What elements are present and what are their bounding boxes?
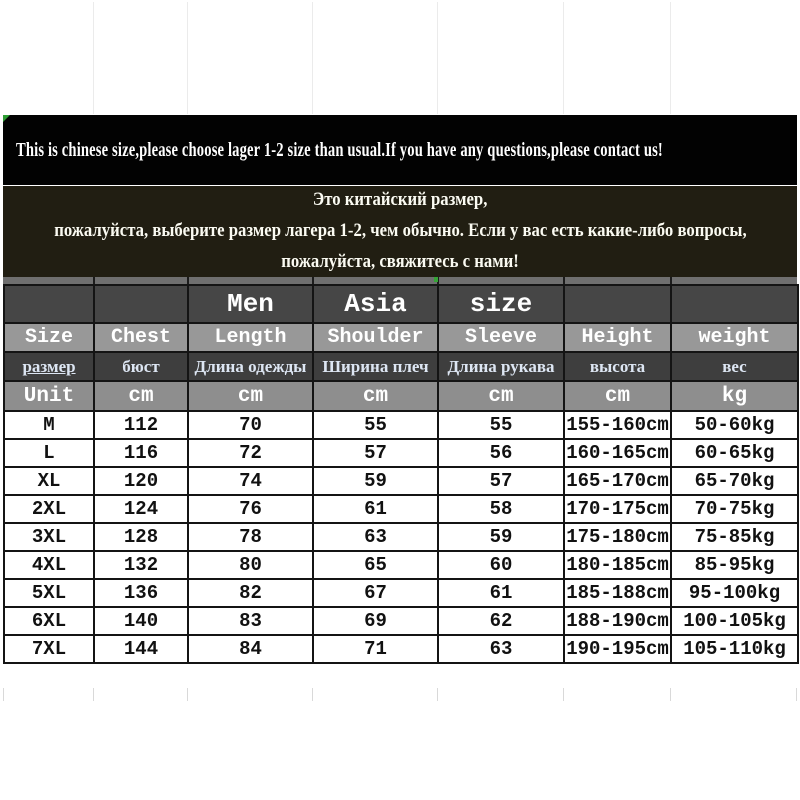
size-row-2xl	[4, 495, 798, 523]
table-cell: 76	[188, 495, 313, 523]
grid-line	[93, 688, 94, 701]
table-cell: 70-75kg	[671, 495, 798, 523]
unit-cell: cm	[94, 381, 188, 411]
table-cell	[564, 285, 671, 323]
table-cell: 105-110kg	[671, 635, 798, 663]
column-header: Sleeve	[438, 323, 564, 352]
table-cell: 72	[188, 439, 313, 467]
table-cell: 50-60kg	[671, 411, 798, 439]
table-cell: size	[438, 285, 564, 323]
table-cell: 132	[94, 551, 188, 579]
table-cell: Men	[188, 285, 313, 323]
column-header: Shoulder	[313, 323, 438, 352]
unit-cell: cm	[564, 381, 671, 411]
table-cell: 59	[438, 523, 564, 551]
russian-notice-banner	[3, 186, 797, 277]
table-cell: 160-165cm	[564, 439, 671, 467]
grid-line	[3, 688, 4, 701]
table-cell: 65	[313, 551, 438, 579]
russian-notice-line: пожалуйста, свяжитесь с нами!	[281, 251, 519, 272]
column-header: Size	[4, 323, 94, 352]
table-cell: 57	[438, 467, 564, 495]
column-header-ru: Длина рукава	[438, 352, 564, 381]
grid-line	[563, 2, 564, 114]
table-cell: 57	[313, 439, 438, 467]
table-cell: 83	[188, 607, 313, 635]
table-cell: 7XL	[4, 635, 94, 663]
english-notice-banner	[3, 115, 797, 185]
column-header-ru: вес	[671, 352, 798, 381]
table-cell: 80	[188, 551, 313, 579]
table-cell: 4XL	[4, 551, 94, 579]
size-row-4xl	[4, 551, 798, 579]
unit-cell: kg	[671, 381, 798, 411]
size-row-6xl	[4, 607, 798, 635]
table-cell: M	[4, 411, 94, 439]
table-cell: 188-190cm	[564, 607, 671, 635]
unit-cell: Unit	[4, 381, 94, 411]
table-cell: 136	[94, 579, 188, 607]
table-cell: 62	[438, 607, 564, 635]
table-cell: 61	[438, 579, 564, 607]
grid-line	[93, 2, 94, 114]
table-cell: 5XL	[4, 579, 94, 607]
grid-line	[563, 277, 565, 284]
table-cell: XL	[4, 467, 94, 495]
grid-line	[437, 688, 438, 701]
table-cell: 165-170cm	[564, 467, 671, 495]
size-row-3xl	[4, 523, 798, 551]
table-cell: 100-105kg	[671, 607, 798, 635]
table-cell: 95-100kg	[671, 579, 798, 607]
column-header: Chest	[94, 323, 188, 352]
table-header-row-russian	[4, 352, 798, 381]
table-cell: 60	[438, 551, 564, 579]
table-cell: 78	[188, 523, 313, 551]
size-table	[3, 284, 799, 664]
russian-notice-line: пожалуйста, выберите размер лагера 1-2, чем обычно. Если у вас есть какие-либо вопросы,	[53, 220, 747, 241]
grid-line	[312, 688, 313, 701]
table-cell: 112	[94, 411, 188, 439]
size-row-5xl	[4, 579, 798, 607]
table-cell: 74	[188, 467, 313, 495]
unit-cell: cm	[438, 381, 564, 411]
table-cell: 144	[94, 635, 188, 663]
grid-line	[187, 2, 188, 114]
column-header: Height	[564, 323, 671, 352]
table-cell: 65-70kg	[671, 467, 798, 495]
grid-line	[796, 688, 797, 701]
table-cell: 170-175cm	[564, 495, 671, 523]
table-cell	[671, 285, 798, 323]
table-cell: 6XL	[4, 607, 94, 635]
table-cell: 63	[313, 523, 438, 551]
table-cell: 124	[94, 495, 188, 523]
grid-line	[312, 2, 313, 114]
table-header-row-english	[4, 323, 798, 352]
table-cell: 69	[313, 607, 438, 635]
table-cell: 70	[188, 411, 313, 439]
table-cell: 2XL	[4, 495, 94, 523]
separator-strip	[3, 277, 797, 284]
green-tick-mark	[434, 277, 438, 282]
grid-line	[312, 277, 314, 284]
green-triangle-icon	[3, 115, 10, 122]
table-cell: 84	[188, 635, 313, 663]
grid-line	[93, 277, 95, 284]
table-cell: 55	[438, 411, 564, 439]
grid-line	[437, 2, 438, 114]
size-row-xl	[4, 467, 798, 495]
column-header-ru: бюст	[94, 352, 188, 381]
table-cell: 140	[94, 607, 188, 635]
size-row-m	[4, 411, 798, 439]
unit-cell: cm	[313, 381, 438, 411]
table-cell: 116	[94, 439, 188, 467]
size-row-7xl	[4, 635, 798, 663]
russian-notice-line: Это китайский размер,	[312, 189, 488, 210]
table-cell: 190-195cm	[564, 635, 671, 663]
grid-line	[187, 688, 188, 701]
column-header: weight	[671, 323, 798, 352]
column-header-ru: Ширина плеч	[313, 352, 438, 381]
table-cell	[4, 285, 94, 323]
grid-line	[670, 277, 672, 284]
table-cell: Asia	[313, 285, 438, 323]
unit-cell: cm	[188, 381, 313, 411]
table-cell: 155-160cm	[564, 411, 671, 439]
table-cell: 56	[438, 439, 564, 467]
table-cell: 185-188cm	[564, 579, 671, 607]
table-cell: 128	[94, 523, 188, 551]
table-cell: 63	[438, 635, 564, 663]
table-cell: 120	[94, 467, 188, 495]
table-cell: 75-85kg	[671, 523, 798, 551]
size-row-l	[4, 439, 798, 467]
table-cell: 61	[313, 495, 438, 523]
table-cell: 71	[313, 635, 438, 663]
table-cell: 59	[313, 467, 438, 495]
table-cell: L	[4, 439, 94, 467]
grid-line	[670, 688, 671, 701]
table-unit-row	[4, 381, 798, 411]
column-header-ru: высота	[564, 352, 671, 381]
grid-line	[187, 277, 189, 284]
table-cell: 175-180cm	[564, 523, 671, 551]
table-cell	[94, 285, 188, 323]
table-cell: 55	[313, 411, 438, 439]
table-cell: 58	[438, 495, 564, 523]
table-cell: 67	[313, 579, 438, 607]
grid-line	[670, 2, 671, 114]
table-cell: 180-185cm	[564, 551, 671, 579]
table-group-header-row	[4, 285, 798, 323]
english-notice-text: This is chinese size,please choose lager 1-2 size than usual.If you have any questions,please contact us!	[16, 138, 663, 161]
column-header: Length	[188, 323, 313, 352]
table-cell: 60-65kg	[671, 439, 798, 467]
column-header-ru: размер	[4, 352, 94, 381]
table-cell: 3XL	[4, 523, 94, 551]
column-header-ru: Длина одежды	[188, 352, 313, 381]
table-cell: 85-95kg	[671, 551, 798, 579]
grid-line	[563, 688, 564, 701]
table-cell: 82	[188, 579, 313, 607]
